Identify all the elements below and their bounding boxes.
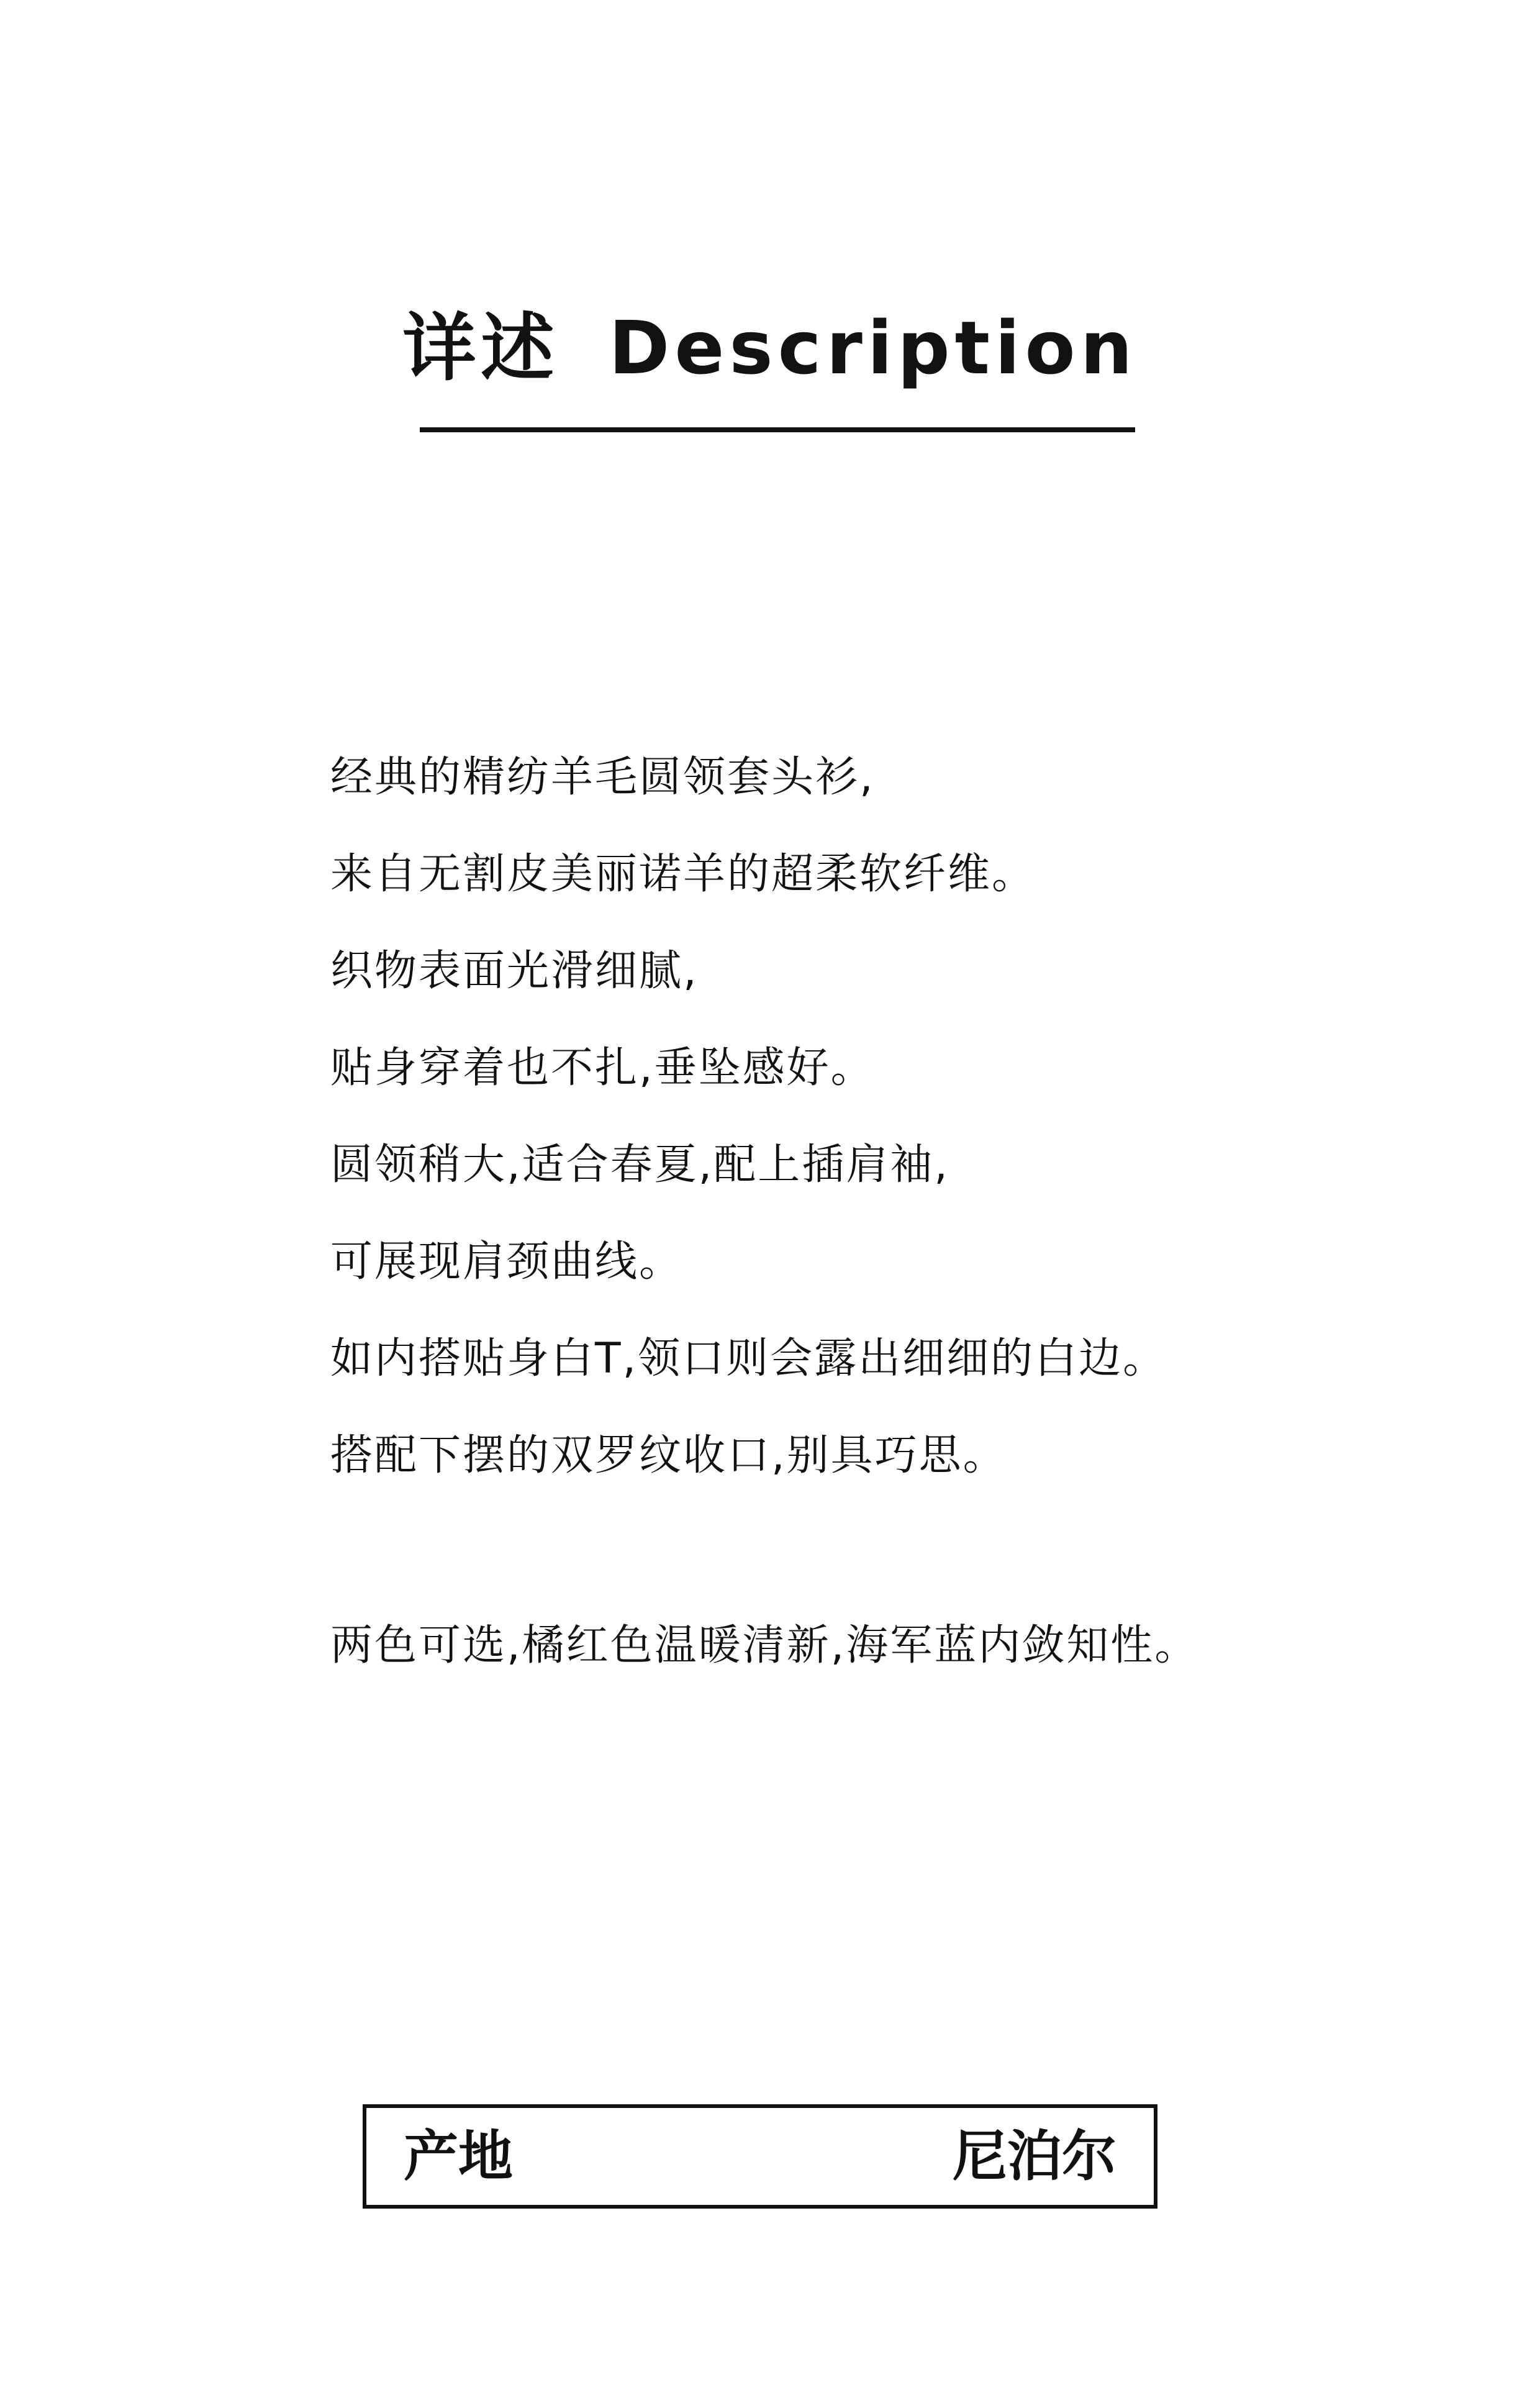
origin-box — [363, 2104, 1157, 2209]
origin-label: 产地 — [404, 2124, 514, 2188]
title-underline — [420, 427, 1135, 432]
description-line: 贴身穿着也不扎,垂坠感好。 — [330, 1043, 875, 1093]
description-line: 来自无割皮美丽诺羊的超柔软纤维。 — [330, 850, 1036, 899]
title-en: Description — [609, 305, 1138, 391]
description-line: 如内搭贴身白T,领口则会露出细细的白边。 — [330, 1334, 1167, 1383]
page-title — [0, 298, 1540, 398]
description-line: 可展现肩颈曲线。 — [330, 1237, 684, 1286]
color-options-line: 两色可选,橘红色温暖清新,海军蓝内敛知性。 — [330, 1621, 1199, 1670]
description-line: 织物表面光滑细腻, — [330, 947, 699, 996]
description-line: 圆领稍大,适合春夏,配上插肩袖, — [330, 1140, 949, 1189]
description-line: 搭配下摆的双罗纹收口,别具巧思。 — [330, 1431, 1007, 1480]
description-block — [330, 740, 1510, 1706]
description-line: 经典的精纺羊毛圆领套头衫, — [330, 753, 875, 802]
origin-value: 尼泊尔 — [952, 2124, 1116, 2188]
title-zh: 详述 — [402, 305, 559, 391]
